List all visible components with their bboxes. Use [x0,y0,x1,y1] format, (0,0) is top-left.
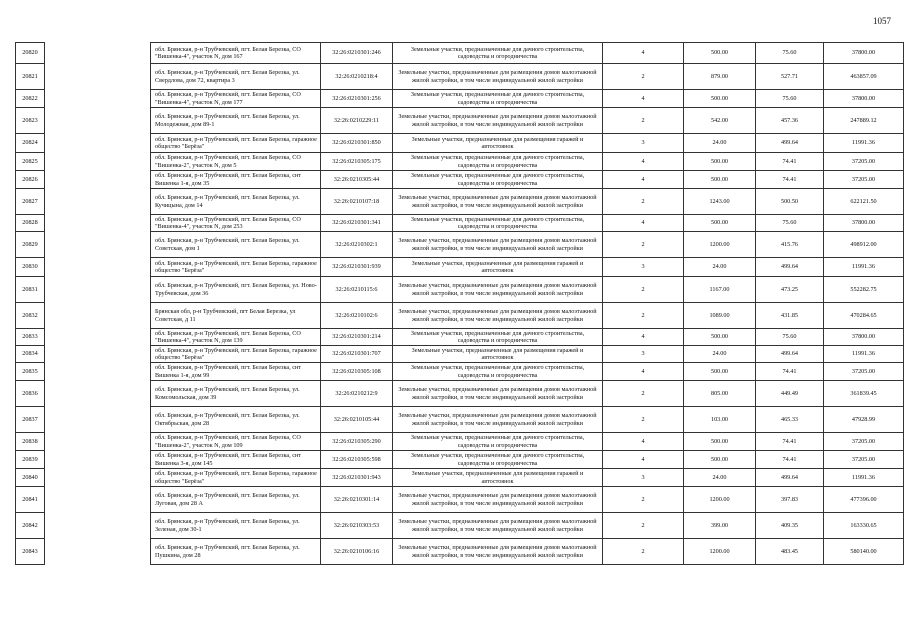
cell-row-number: 20842 [16,513,45,539]
cell-land-use: Земельные участки, предназначенные для размещения домов малоэтажной жилой застройки, в том числе индивидуальной жилой застройки [393,108,603,134]
cell-cadastral-number: 32:26:0210301:256 [321,90,393,108]
cell-cadastral-value: 477396.00 [824,487,904,513]
cell-gap [45,381,151,407]
cell-unit-price: 527.71 [756,64,824,90]
cell-cadastral-value: 37205.00 [824,363,904,381]
cell-row-number: 20830 [16,258,45,277]
cell-land-use: Земельные участки, предназначенные для размещения гаражей и автостоянок [393,346,603,363]
cell-cadastral-value: 498912.00 [824,232,904,258]
cell-address: обл. Брянская, р-н Трубчевский, пгт. Белая Березка, снт Вишенка 1-я, дом 35 [151,171,321,189]
cell-gap [45,232,151,258]
cell-address: обл. Брянская, р-н Трубчевский, пгт. Белая Березка, гаражное общество "Берёза" [151,469,321,487]
cell-land-use: Земельные участки, предназначенные для размещения домов малоэтажной жилой застройки, в том числе индивидуальной жилой застройки [393,407,603,433]
cell-cadastral-value: 622121.50 [824,189,904,215]
cell-cadastral-number: 32:26:0210105:44 [321,407,393,433]
cell-area: 399.00 [684,513,756,539]
cell-row-number: 20836 [16,381,45,407]
cell-land-use: Земельные участки, предназначенные для дачного строительства, садоводства и огородничества [393,43,603,64]
cell-group: 2 [603,513,684,539]
cell-cadastral-number: 32:26:0210212:9 [321,381,393,407]
cell-row-number: 20826 [16,171,45,189]
cell-group: 3 [603,346,684,363]
cell-unit-price: 499.64 [756,134,824,153]
cell-group: 4 [603,43,684,64]
cell-address: обл. Брянская, р-н Трубчевский, пгт. Белая Березка, ул. Свердлова, дом 72, квартира 3 [151,64,321,90]
cell-cadastral-number: 32:26:0210302:1 [321,232,393,258]
cell-group: 3 [603,258,684,277]
cell-cadastral-number: 32:26:0210305:290 [321,433,393,451]
cell-address: обл. Брянская, р-н Трубчевский, пгт. Белая Березка, СО "Вишенка-4", участок N, дом 253 [151,215,321,232]
cell-cadastral-value: 470284.65 [824,303,904,329]
cell-row-number: 20835 [16,363,45,381]
cell-cadastral-number: 32:26:0210301:214 [321,329,393,346]
cell-group: 4 [603,363,684,381]
cell-row-number: 20823 [16,108,45,134]
cell-cadastral-value: 11991.36 [824,258,904,277]
cell-cadastral-value: 37205.00 [824,153,904,171]
cell-land-use: Земельные участки, предназначенные для размещения домов малоэтажной жилой застройки, в том числе индивидуальной жилой застройки [393,232,603,258]
cell-gap [45,215,151,232]
cell-area: 500.00 [684,90,756,108]
cell-area: 1200.00 [684,487,756,513]
cell-land-use: Земельные участки, предназначенные для дачного строительства, садоводства и огородничества [393,153,603,171]
cell-address: обл. Брянская, р-н Трубчевский, пгт. Белая Березка, ул. Кучицына, дом 14 [151,189,321,215]
cell-cadastral-value: 11991.36 [824,346,904,363]
table-row [16,451,904,469]
cell-area: 1089.00 [684,303,756,329]
cell-cadastral-value: 361839.45 [824,381,904,407]
cell-unit-price: 74.41 [756,451,824,469]
cell-unit-price: 499.64 [756,469,824,487]
cell-land-use: Земельные участки, предназначенные для дачного строительства, садоводства и огородничества [393,171,603,189]
cell-unit-price: 397.83 [756,487,824,513]
cell-row-number: 20838 [16,433,45,451]
cell-land-use: Земельные участки, предназначенные для дачного строительства, садоводства и огородничества [393,329,603,346]
cell-unit-price: 500.50 [756,189,824,215]
cell-cadastral-value: 247889.12 [824,108,904,134]
cell-unit-price: 75.60 [756,90,824,108]
cell-group: 2 [603,277,684,303]
cell-group: 2 [603,108,684,134]
cell-cadastral-number: 32:26:0210303:53 [321,513,393,539]
cell-unit-price: 483.45 [756,539,824,565]
cell-group: 4 [603,215,684,232]
cell-area: 500.00 [684,215,756,232]
cell-gap [45,90,151,108]
cell-unit-price: 74.41 [756,363,824,381]
cell-gap [45,407,151,433]
table-row [16,433,904,451]
cell-address: обл. Брянская, р-н Трубчевский, пгт. Белая Березка, ул. Пушкина, дом 28 [151,539,321,565]
cell-area: 24.00 [684,469,756,487]
cell-address: обл. Брянская, р-н Трубчевский, пгт. Белая Березка, СО "Вишенка-4", участок N, дом 139 [151,329,321,346]
cadastral-value-table [15,42,904,565]
cell-gap [45,329,151,346]
cell-unit-price: 465.33 [756,407,824,433]
cell-group: 2 [603,539,684,565]
cell-area: 500.00 [684,171,756,189]
cell-area: 1243.00 [684,189,756,215]
cell-unit-price: 499.64 [756,346,824,363]
cell-unit-price: 499.64 [756,258,824,277]
cell-land-use: Земельные участки, предназначенные для размещения домов малоэтажной жилой застройки, в том числе индивидуальной жилой застройки [393,381,603,407]
cell-cadastral-number: 32:26:0210305:598 [321,451,393,469]
cell-cadastral-number: 32:26:0210301:943 [321,469,393,487]
cell-area: 103.00 [684,407,756,433]
cell-land-use: Земельные участки, предназначенные для размещения домов малоэтажной жилой застройки, в том числе индивидуальной жилой застройки [393,539,603,565]
cell-row-number: 20832 [16,303,45,329]
cell-cadastral-value: 37205.00 [824,433,904,451]
cell-gap [45,487,151,513]
table-row [16,232,904,258]
cell-address: Брянская обл, р-н Трубчевский, пгт Белая Березка, ул Советская, д 11 [151,303,321,329]
cell-area: 24.00 [684,258,756,277]
table-row [16,346,904,363]
cell-gap [45,258,151,277]
cell-address: обл. Брянская, р-н Трубчевский, пгт. Белая Березка, гаражное общество "Берёза" [151,258,321,277]
table-row [16,189,904,215]
cell-unit-price: 74.41 [756,433,824,451]
cell-address: обл. Брянская, р-н Трубчевский, пгт. Белая Березка, СО "Вишенка-4", участок N, дом 167 [151,43,321,64]
cell-row-number: 20834 [16,346,45,363]
page-number: 1057 [873,16,891,26]
cell-row-number: 20821 [16,64,45,90]
cell-group: 2 [603,407,684,433]
cell-group: 3 [603,134,684,153]
cell-group: 4 [603,433,684,451]
table-row [16,43,904,64]
table-row [16,134,904,153]
cell-cadastral-number: 32:26:0210301:246 [321,43,393,64]
cell-group: 2 [603,487,684,513]
table-row [16,171,904,189]
cell-row-number: 20827 [16,189,45,215]
cell-group: 4 [603,329,684,346]
cell-area: 542.00 [684,108,756,134]
table-row [16,539,904,565]
table-row [16,64,904,90]
cell-group: 2 [603,64,684,90]
cell-group: 2 [603,189,684,215]
cell-area: 805.00 [684,381,756,407]
cell-cadastral-number: 32:26:0210106:16 [321,539,393,565]
cell-unit-price: 75.60 [756,329,824,346]
cell-cadastral-value: 463857.09 [824,64,904,90]
cell-gap [45,43,151,64]
cell-cadastral-number: 32:26:0210229:11 [321,108,393,134]
cell-land-use: Земельные участки, предназначенные для размещения домов малоэтажной жилой застройки, в том числе индивидуальной жилой застройки [393,487,603,513]
cell-land-use: Земельные участки, предназначенные для дачного строительства, садоводства и огородничества [393,433,603,451]
cell-cadastral-number: 32:26:0210301:939 [321,258,393,277]
cell-gap [45,451,151,469]
cell-row-number: 20822 [16,90,45,108]
cell-row-number: 20820 [16,43,45,64]
cell-land-use: Земельные участки, предназначенные для размещения гаражей и автостоянок [393,258,603,277]
table-row [16,277,904,303]
cell-cadastral-value: 11991.36 [824,469,904,487]
cell-unit-price: 74.41 [756,171,824,189]
cell-land-use: Земельные участки, предназначенные для дачного строительства, садоводства и огородничества [393,215,603,232]
cell-group: 4 [603,90,684,108]
cell-cadastral-number: 32:26:0210218:4 [321,64,393,90]
cell-gap [45,346,151,363]
cell-group: 2 [603,381,684,407]
cell-group: 4 [603,451,684,469]
cell-area: 1167.00 [684,277,756,303]
cell-gap [45,303,151,329]
cell-address: обл. Брянская, р-н Трубчевский, пгт. Белая Березка, ул. Советская, дом 1 [151,232,321,258]
cell-land-use: Земельные участки, предназначенные для размещения гаражей и автостоянок [393,469,603,487]
cell-row-number: 20829 [16,232,45,258]
cell-gap [45,469,151,487]
cell-row-number: 20824 [16,134,45,153]
cell-land-use: Земельные участки, предназначенные для размещения домов малоэтажной жилой застройки, в том числе индивидуальной жилой застройки [393,303,603,329]
cell-area: 24.00 [684,346,756,363]
cell-cadastral-number: 32:26:0210301:14 [321,487,393,513]
cell-unit-price: 74.41 [756,153,824,171]
cell-gap [45,153,151,171]
cell-cadastral-value: 11991.36 [824,134,904,153]
cell-cadastral-number: 32:26:0210305:44 [321,171,393,189]
cell-land-use: Земельные участки, предназначенные для размещения домов малоэтажной жилой застройки, в том числе индивидуальной жилой застройки [393,513,603,539]
cell-row-number: 20839 [16,451,45,469]
cell-area: 500.00 [684,43,756,64]
cell-row-number: 20837 [16,407,45,433]
table-row [16,90,904,108]
cell-cadastral-number: 32:26:0210305:108 [321,363,393,381]
cell-land-use: Земельные участки, предназначенные для размещения гаражей и автостоянок [393,134,603,153]
cell-cadastral-number: 32:26:0210301:850 [321,134,393,153]
table-row [16,329,904,346]
cell-land-use: Земельные участки, предназначенные для размещения домов малоэтажной жилой застройки, в том числе индивидуальной жилой застройки [393,64,603,90]
cell-gap [45,513,151,539]
cell-cadastral-value: 163330.65 [824,513,904,539]
cell-gap [45,189,151,215]
cell-land-use: Земельные участки, предназначенные для дачного строительства, садоводства и огородничества [393,451,603,469]
cell-gap [45,277,151,303]
table-row [16,407,904,433]
cell-cadastral-value: 37800.00 [824,215,904,232]
table-row [16,303,904,329]
cell-cadastral-value: 37800.00 [824,43,904,64]
table-row [16,108,904,134]
cell-area: 1200.00 [684,539,756,565]
cell-unit-price: 415.76 [756,232,824,258]
cell-cadastral-number: 32:26:0210301:341 [321,215,393,232]
cell-cadastral-number: 32:26:0210107:18 [321,189,393,215]
cell-group: 2 [603,232,684,258]
cell-cadastral-number: 32:26:0210102:6 [321,303,393,329]
cell-area: 24.00 [684,134,756,153]
cell-address: обл. Брянская, р-н Трубчевский, пгт. Белая Березка, ул. Зеленая, дом 30-1 [151,513,321,539]
cell-area: 879.00 [684,64,756,90]
cell-group: 2 [603,303,684,329]
cell-cadastral-value: 47928.99 [824,407,904,433]
table-row [16,513,904,539]
cell-group: 4 [603,153,684,171]
cell-land-use: Земельные участки, предназначенные для размещения домов малоэтажной жилой застройки, в том числе индивидуальной жилой застройки [393,189,603,215]
cell-cadastral-number: 32:26:0210115:6 [321,277,393,303]
cell-area: 500.00 [684,329,756,346]
table-row [16,153,904,171]
cell-gap [45,539,151,565]
cell-row-number: 20825 [16,153,45,171]
cell-address: обл. Брянская, р-н Трубчевский, пгт. Белая Березка, СО "Вишенка-4", участок N, дом 177 [151,90,321,108]
table-row [16,215,904,232]
cell-address: обл. Брянская, р-н Трубчевский, пгт. Белая Березка, СО "Вишенка-2", участок N, дом 109 [151,433,321,451]
cell-unit-price: 431.85 [756,303,824,329]
cell-area: 500.00 [684,153,756,171]
cell-address: обл. Брянская, р-н Трубчевский, пгт. Белая Березка, ул. Луговая, дом 28 А [151,487,321,513]
cell-gap [45,171,151,189]
cell-row-number: 20841 [16,487,45,513]
table-row [16,469,904,487]
cell-land-use: Земельные участки, предназначенные для дачного строительства, садоводства и огородничества [393,90,603,108]
cell-cadastral-value: 37800.00 [824,329,904,346]
cell-area: 1200.00 [684,232,756,258]
cell-area: 500.00 [684,451,756,469]
table-row [16,258,904,277]
cell-address: обл. Брянская, р-н Трубчевский, пгт. Белая Березка, СО "Вишенка-2", участок N, дом 5 [151,153,321,171]
cell-group: 3 [603,469,684,487]
cell-row-number: 20840 [16,469,45,487]
cell-unit-price: 75.60 [756,43,824,64]
cell-row-number: 20828 [16,215,45,232]
cell-area: 500.00 [684,363,756,381]
cell-address: обл. Брянская, р-н Трубчевский, пгт. Белая Березка, ул. Октябрьская, дом 28 [151,407,321,433]
cell-unit-price: 457.36 [756,108,824,134]
cell-land-use: Земельные участки, предназначенные для размещения домов малоэтажной жилой застройки, в том числе индивидуальной жилой застройки [393,277,603,303]
cell-gap [45,64,151,90]
cell-cadastral-value: 37205.00 [824,171,904,189]
cell-cadastral-number: 32:26:0210305:175 [321,153,393,171]
cell-unit-price: 409.35 [756,513,824,539]
cell-address: обл. Брянская, р-н Трубчевский, пгт. Белая Березка, снт Вишенка 3-я, дом 145 [151,451,321,469]
cell-group: 4 [603,171,684,189]
cell-gap [45,134,151,153]
cell-unit-price: 75.60 [756,215,824,232]
cell-gap [45,433,151,451]
cell-address: обл. Брянская, р-н Трубчевский, пгт. Белая Березка, снт Вишенка 1-я, дом 99 [151,363,321,381]
table-row [16,363,904,381]
cell-row-number: 20831 [16,277,45,303]
cell-row-number: 20833 [16,329,45,346]
cell-unit-price: 449.49 [756,381,824,407]
cell-gap [45,108,151,134]
table-body [16,43,904,565]
cell-cadastral-number: 32:26:0210301:707 [321,346,393,363]
cell-gap [45,363,151,381]
cell-area: 500.00 [684,433,756,451]
cell-address: обл. Брянская, р-н Трубчевский, пгт. Белая Березка, ул. Ново-Трубчевская, дом 36 [151,277,321,303]
cell-address: обл. Брянская, р-н Трубчевский, пгт. Белая Березка, ул. Молодежная, дом 89-1 [151,108,321,134]
cell-cadastral-value: 37205.00 [824,451,904,469]
cell-address: обл. Брянская, р-н Трубчевский, пгт. Белая Березка, гаражное общество "Берёза" [151,134,321,153]
cell-row-number: 20843 [16,539,45,565]
cell-cadastral-value: 37800.00 [824,90,904,108]
table-row [16,381,904,407]
cell-land-use: Земельные участки, предназначенные для дачного строительства, садоводства и огородничества [393,363,603,381]
cell-cadastral-value: 580140.00 [824,539,904,565]
cell-address: обл. Брянская, р-н Трубчевский, пгт. Белая Березка, гаражное общество "Берёза" [151,346,321,363]
table-row [16,487,904,513]
cell-unit-price: 473.25 [756,277,824,303]
cell-address: обл. Брянская, р-н Трубчевский, пгт. Белая Березка, ул. Комсомольская, дом 39 [151,381,321,407]
cell-cadastral-value: 552282.75 [824,277,904,303]
